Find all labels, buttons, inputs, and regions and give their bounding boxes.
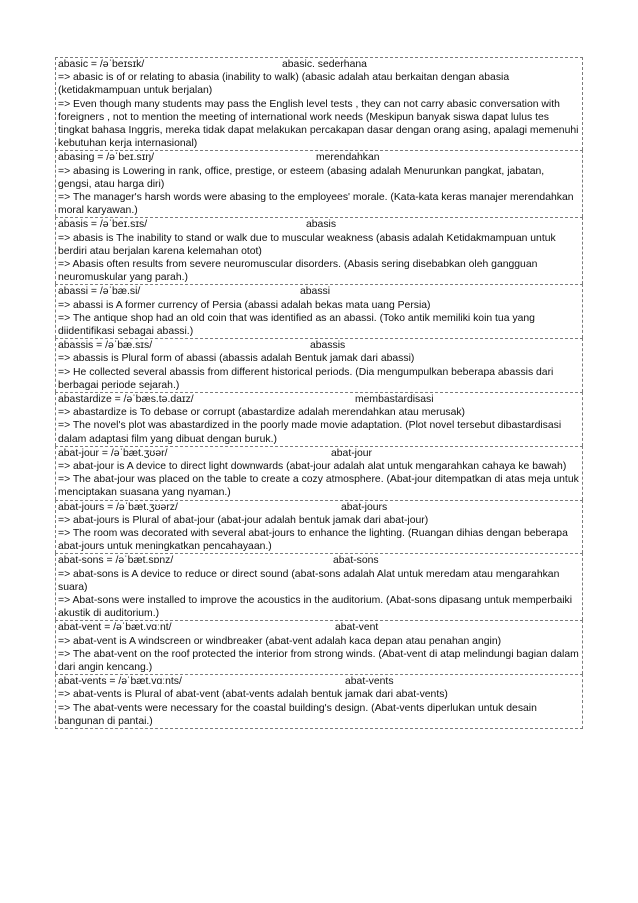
example-sentence: => Abat-sons were installed to improve the acoustics in the auditorium. (Abat-sons dipasang untuk memperbaiki akustik di auditorium.) (58, 594, 573, 620)
headword: abasing = /əˈbeɪ.sɪŋ/ (58, 152, 155, 164)
entry-header (58, 675, 580, 688)
headword: abat-sons = /əˈbæt.sɒnz/ (58, 555, 174, 567)
entry-header (58, 218, 580, 231)
entry-header (58, 621, 580, 634)
translation: membastardisasi (355, 394, 434, 405)
headword: abastardize = /əˈbæs.tə.daɪz/ (58, 394, 194, 405)
translation: abasic. sederhana (282, 59, 367, 70)
example-sentence: => The novel's plot was abastardized in the poorly made movie adaptation. (Plot novel tersebut dibastardisasi dalam adaptasi film yang dibuat dengan buruk.) (58, 420, 562, 445)
definition: => abassis is Plural form of abassi (abassis adalah Bentuk jamak dari abassi) (58, 353, 415, 365)
entry-header (58, 58, 580, 71)
definition: => abat-jour is A device to direct light downwards (abat-jour adalah alat untuk mengarahkan cahaya ke bawah) (58, 460, 567, 472)
entry-header (58, 393, 580, 406)
example-sentence: => The abat-vent on the roof protected the interior from strong winds. (Abat-vent di atap melindungi bagian dalam dari angin kencang.) (58, 648, 579, 673)
dictionary-entry (55, 500, 583, 554)
example-sentence: => The room was decorated with several abat-jours to enhance the lighting. (Ruangan dihias dengan beberapa abat-jours untuk meningkatkan pencahayaan.) (58, 527, 568, 553)
entry-header (58, 285, 580, 298)
headword: abasis = /əˈbeɪ.sɪs/ (58, 219, 148, 231)
headword: abat-vent = /əˈbæt.vɑːnt/ (58, 622, 172, 634)
translation: abat-vents (345, 676, 394, 688)
dictionary-entry (55, 217, 583, 284)
dictionary-entry (55, 150, 583, 217)
translation: abasis (306, 219, 337, 231)
entry-header (58, 447, 580, 460)
definition: => abastardize is To debase or corrupt (abastardize adalah merendahkan atau merusak) (58, 407, 466, 419)
example-sentence: => He collected several abassis from different historical periods. (Dia mengumpulkan beberapa abassis dari berbagai periode sejarah.) (58, 366, 554, 391)
translation: abat-sons (333, 555, 379, 567)
dictionary-entry (55, 674, 583, 729)
definition: => abassi is A former currency of Persia (abassi adalah bekas mata uang Persia) (58, 299, 431, 311)
headword: abat-jours = /əˈbæt.ʒʊərz/ (58, 501, 178, 513)
definition: => abat-jours is Plural of abat-jour (abat-jour adalah bentuk jamak dari abat-jour) (58, 514, 429, 526)
dictionary-entry (55, 620, 583, 674)
example-sentence: => Even though many students may pass the English level tests , they can not carry abasic conversation with foreigners , not to mention the meeting of international work needs (Meskipun banyak siswa dapat lulus tes tingkat bahasa Inggris, mereka tidak dapat melakukan percakapan dasar dengan orang asing, apalagi memenuhi kebutuhan kerja internasional) (58, 98, 579, 150)
translation: abassi (300, 286, 331, 298)
definition: => abasic is of or relating to abasia (inability to walk) (abasic adalah atau berkaitan dengan abasia (ketidakmampuan untuk berjalan) (58, 72, 510, 97)
example-sentence: => Abasis often results from severe neuromuscular disorders. (Abasis sering disebabkan oleh gangguan neuromuskular yang parah.) (58, 259, 538, 284)
headword: abasic = /əˈbeɪsɪk/ (58, 59, 145, 70)
translation: merendahkan (316, 152, 380, 164)
entry-header (58, 151, 580, 164)
headword: abassis = /əˈbæ.sɪs/ (58, 340, 153, 352)
headword: abat-vents = /əˈbæt.vɑːnts/ (58, 676, 182, 688)
example-sentence: => The antique shop had an old coin that was identified as an abassi. (Toko antik memiliki koin tua yang diidentifikasi sebagai abassi.) (58, 312, 535, 337)
dictionary-entry (55, 338, 583, 392)
example-sentence: => The manager's harsh words were abasing to the employees' morale. (Kata-kata keras manajer merendahkan moral karyawan.) (58, 192, 574, 217)
definition: => abat-vent is A windscreen or windbreaker (abat-vent adalah kaca depan atau penahan angin) (58, 635, 502, 647)
headword: abassi = /əˈbæ.si/ (58, 286, 141, 298)
definition: => abasing is Lowering in rank, office, prestige, or esteem (abasing adalah Menurunkan pangkat, jabatan, gengsi, atau harga diri) (58, 165, 545, 190)
entry-header (58, 501, 580, 514)
translation: abat-jour (331, 447, 373, 459)
dictionary-entry (55, 553, 583, 620)
entry-header (58, 339, 580, 352)
dictionary-entry (55, 57, 583, 150)
dictionary-page (55, 57, 583, 729)
entry-header (58, 554, 580, 567)
translation: abat-vent (335, 622, 379, 634)
dictionary-entry (55, 284, 583, 338)
example-sentence: => The abat-vents were necessary for the coastal building's design. (Abat-vents diperlukan untuk desain bangunan di pantai.) (58, 702, 537, 727)
translation: abassis (310, 340, 346, 352)
example-sentence: => The abat-jour was placed on the table to create a cozy atmosphere. (Abat-jour ditempatkan di atas meja untuk menciptakan suasana yang nyaman.) (58, 474, 579, 499)
translation: abat-jours (341, 501, 388, 513)
dictionary-entry (55, 446, 583, 500)
definition: => abat-sons is A device to reduce or direct sound (abat-sons adalah Alat untuk meredam atau mengarahkan suara) (58, 568, 560, 593)
definition: => abasis is The inability to stand or walk due to muscular weakness (abasis adalah Ketidakmampuan untuk berdiri atau berjalan karena kelemahan otot) (58, 232, 556, 257)
definition: => abat-vents is Plural of abat-vent (abat-vents adalah bentuk jamak dari abat-vents) (58, 689, 448, 701)
headword: abat-jour = /əˈbæt.ʒʊər/ (58, 447, 168, 459)
dictionary-entry (55, 392, 583, 446)
